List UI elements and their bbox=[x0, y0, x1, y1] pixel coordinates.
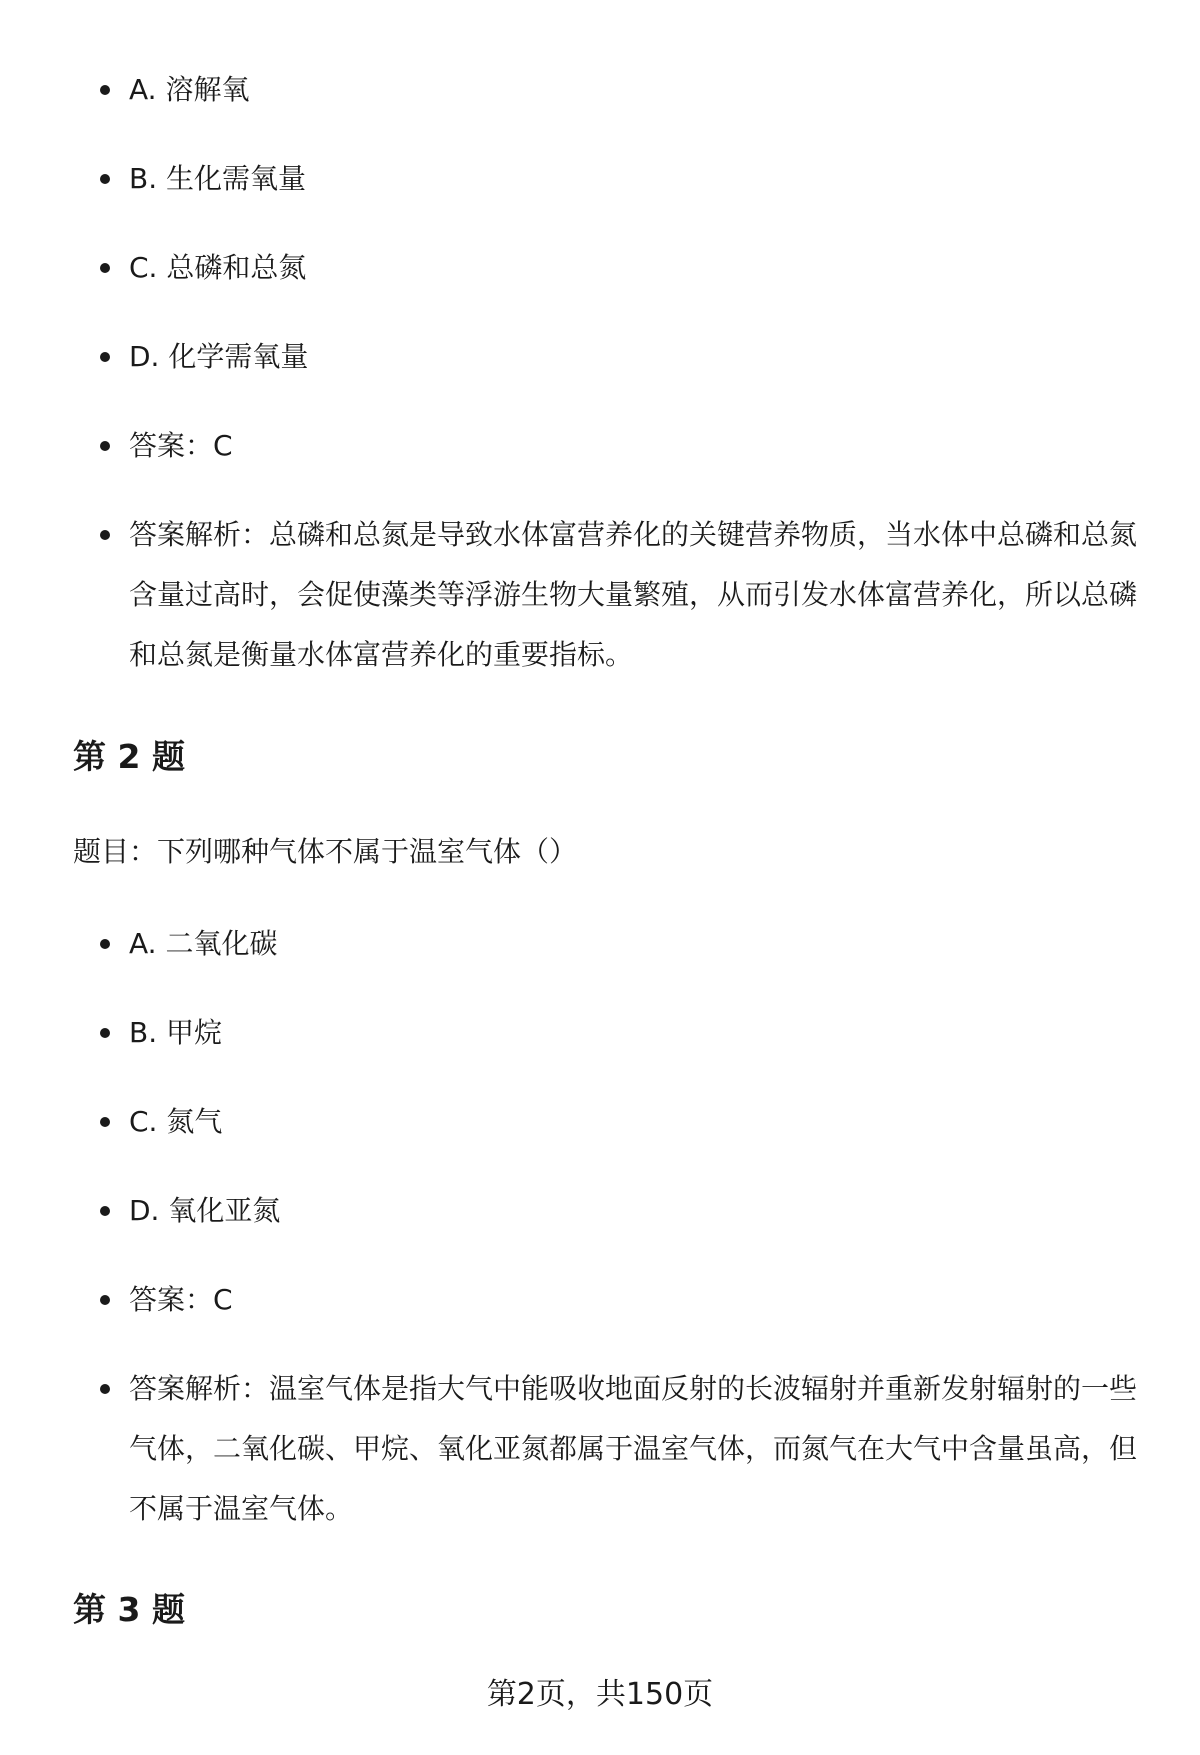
option-d: D. 化学需氧量 bbox=[100, 327, 1150, 387]
page-number-footer: 第2页，共150页 bbox=[486, 1677, 714, 1712]
option-a: A. 二氧化碳 bbox=[100, 914, 1150, 974]
answer: 答案：C bbox=[100, 416, 1150, 476]
option-d: D. 氧化亚氮 bbox=[100, 1181, 1150, 1241]
option-b: B. 生化需氧量 bbox=[100, 149, 1150, 209]
option-c: C. 总磷和总氮 bbox=[100, 238, 1150, 298]
answer-explanation: 答案解析：温室气体是指大气中能吸收地面反射的长波辐射并重新发射辐射的一些气体，二氧化碳、甲烷、氧化亚氮都属于温室气体，而氮气在大气中含量虽高，但不属于温室气体。 bbox=[100, 1359, 1150, 1539]
answer-explanation: 答案解析：总磷和总氮是导致水体富营养化的关键营养物质，当水体中总磷和总氮含量过高时，会促使藻类等浮游生物大量繁殖，从而引发水体富营养化，所以总磷和总氮是衡量水体富营养化的重要指标。 bbox=[100, 505, 1150, 685]
question-2-heading: 第 2 题 bbox=[73, 737, 185, 776]
option-c: C. 氮气 bbox=[100, 1092, 1150, 1152]
answer: 答案：C bbox=[100, 1270, 1150, 1330]
question-3-heading: 第 3 题 bbox=[73, 1590, 185, 1629]
question-2-stem: 题目：下列哪种气体不属于温室气体（） bbox=[73, 835, 578, 868]
option-b: B. 甲烷 bbox=[100, 1003, 1150, 1063]
option-a: A. 溶解氧 bbox=[100, 60, 1150, 120]
question-1-option-list bbox=[100, 60, 1150, 685]
question-2-option-list bbox=[100, 914, 1150, 1539]
